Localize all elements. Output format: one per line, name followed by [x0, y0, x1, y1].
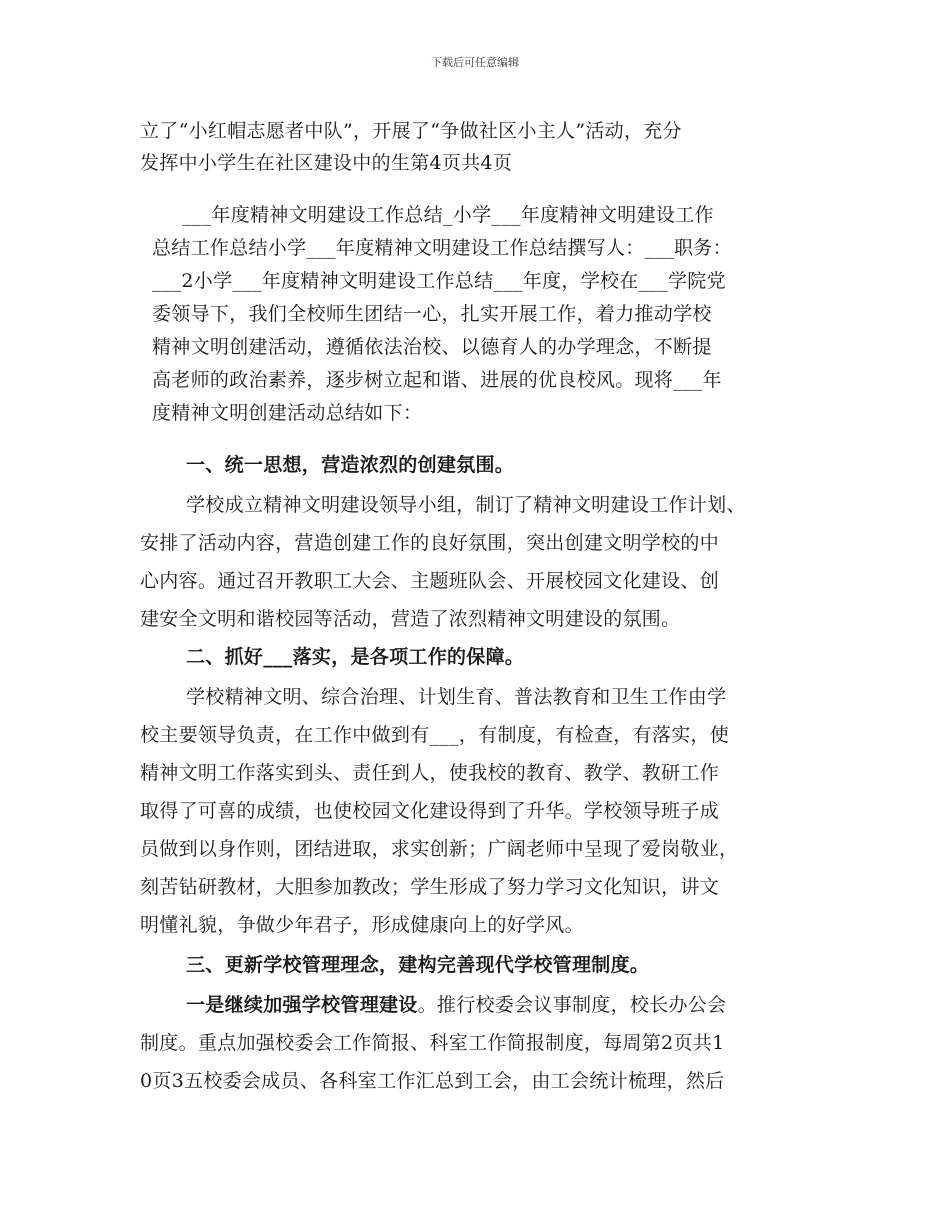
section2-line-5: 员做到以身作则，团结进取，求实创新；广阔老师中呈现了爱岗敬业，: [140, 838, 739, 860]
summary-line-6: 高老师的政治素养，逐步树立起和谐、进展的优良校风。现将___年: [152, 369, 722, 391]
summary-line-7: 度精神文明创建活动总结如下：: [152, 402, 423, 424]
summary-line-2: 总结工作总结小学___年度精神文明建设工作总结撰写人：___职务：: [152, 237, 732, 259]
section1-heading: 一、统一思想，营造浓烈的创建氛围。: [186, 454, 515, 476]
intro-line-2: 发挥中小学生在社区建设中的生第4页共4页: [140, 152, 513, 174]
section1-line-2: 安排了活动内容，营造创建工作的良好氛围，突出创建文明学校的中: [140, 532, 720, 554]
section2-line-7: 明懂礼貌，争做少年君子，形成健康向上的好学风。: [140, 914, 584, 936]
section1-line-4: 建安全文明和谐校园等活动，营造了浓烈精神文明建设的氛围。: [140, 608, 681, 630]
section3-line-3: 0页3五校委会成员、各科室工作汇总到工会，由工会统计梳理，然后: [140, 1070, 725, 1092]
section3-heading: 三、更新学校管理理念，建构完善现代学校管理制度。: [186, 954, 650, 976]
summary-line-3: ___2小学___年度精神文明建设工作总结___年度，学校在___学院党: [152, 270, 726, 292]
section2-line-1: 学校精神文明、综合治理、计划生育、普法教育和卫生工作由学: [186, 686, 727, 708]
section2-line-4: 取得了可喜的成绩，也使校园文化建设得到了升华。学校领导班子成: [140, 800, 720, 822]
intro-line-1: 立了“小红帽志愿者中队”，开展了“争做社区小主人”活动，充分: [140, 120, 682, 142]
section2-heading: 二、抓好___落实，是各项工作的保障。: [186, 646, 525, 668]
section3-line-2: 制度。重点加强校委会工作简报、科室工作简报制度，每周第2页共1: [140, 1032, 725, 1054]
section2-line-2: 校主要领导负责，在工作中做到有___，有制度，有检查，有落实，使: [140, 724, 730, 746]
section1-line-1: 学校成立精神文明建设领导小组，制订了精神文明建设工作计划、: [186, 494, 746, 516]
section3-first-rest: 。推行校委会议事制度，校长办公会: [417, 994, 727, 1016]
summary-line-4: 委领导下，我们全校师生团结一心，扎实开展工作，着力推动学校: [152, 303, 712, 325]
summary-line-1: ___年度精神文明建设工作总结_小学___年度精神文明建设工作: [182, 204, 714, 226]
summary-line-5: 精神文明创建活动，遵循依法治校、以德育人的办学理念，不断提: [152, 336, 712, 358]
section1-line-3: 心内容。通过召开教职工大会、主题班队会、开展校园文化建设、创: [140, 570, 720, 592]
section3-first-bold: 一是继续加强学校管理建设: [186, 994, 418, 1016]
section2-line-6: 刻苦钻研教材，大胆参加教改；学生形成了努力学习文化知识，讲文: [140, 876, 720, 898]
section3-first-line: [186, 990, 726, 1017]
section2-line-3: 精神文明工作落实到头、责任到人，使我校的教育、教学、教研工作: [140, 762, 720, 784]
page-header: 下载后可任意编辑: [431, 56, 519, 69]
